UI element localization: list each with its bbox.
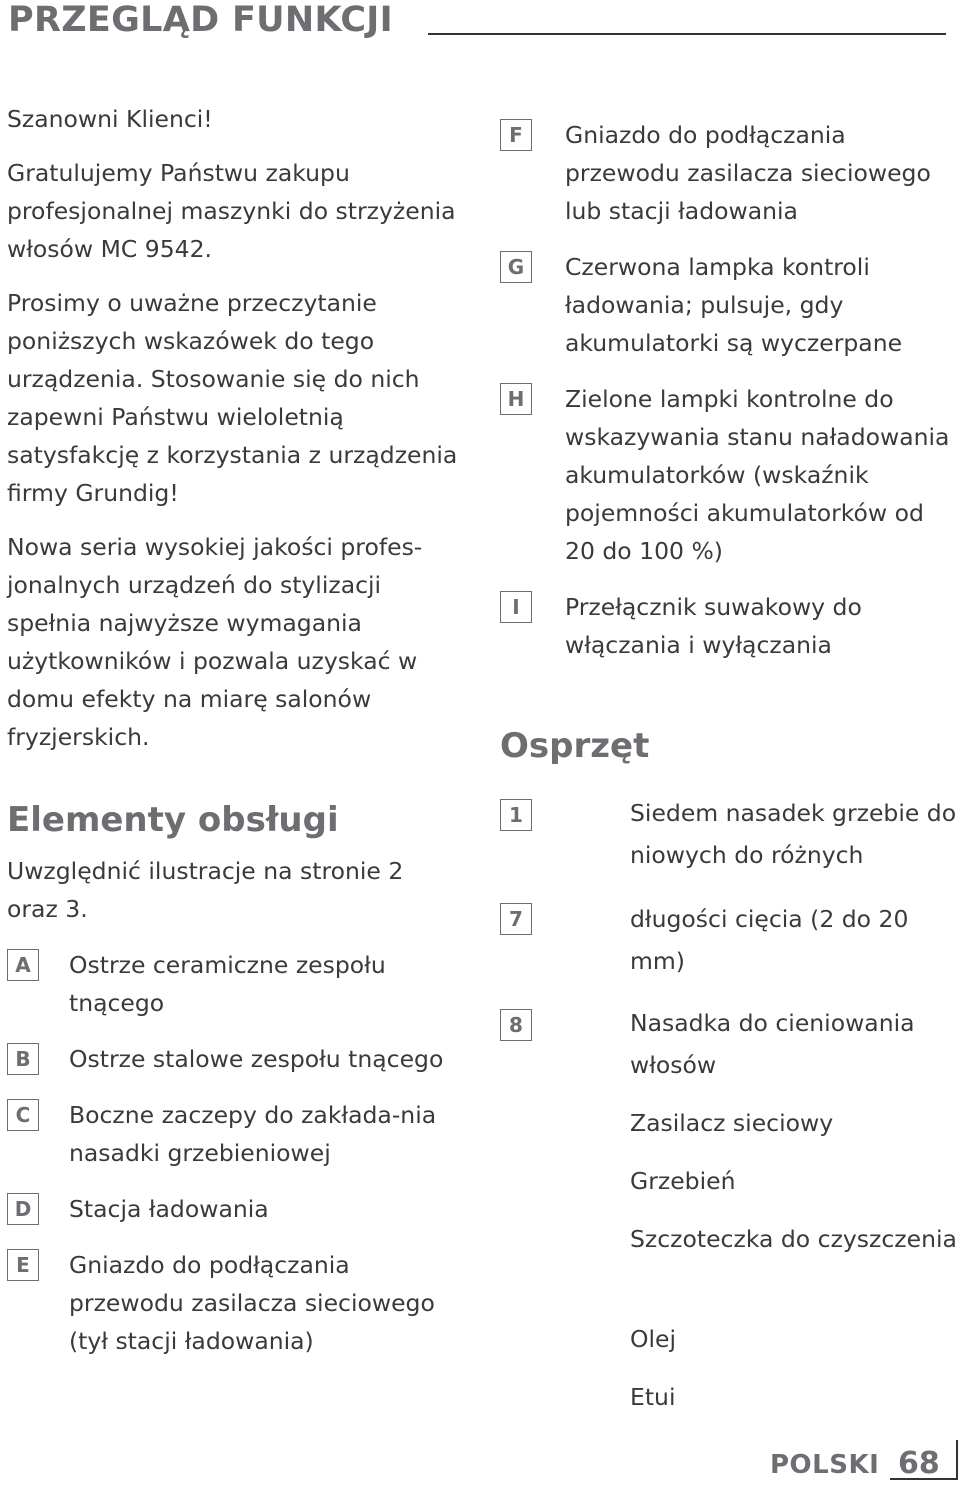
controls-list-left: [7, 946, 477, 1360]
control-item-h: [500, 380, 960, 570]
footer-language: POLSKI: [770, 1450, 880, 1480]
control-item-d: [7, 1190, 477, 1228]
control-text: Ostrze ceramiczne zespołu tnącego: [69, 951, 386, 1017]
key-label: F: [500, 119, 532, 151]
controls-list-right: [500, 116, 960, 682]
controls-note: Uwzględnić ilustracje na stronie 2 oraz 3.: [7, 857, 404, 923]
footer-rule-vertical: [956, 1440, 958, 1480]
accessory-text: Zasilacz sieciowy: [630, 1109, 834, 1137]
key-label: 7: [500, 903, 532, 935]
accessory-text: długości cięcia (2 do 20 mm): [630, 905, 909, 975]
key-label: 1: [500, 799, 532, 831]
control-text: Przełącznik suwakowy do włączania i wyłączania: [565, 593, 862, 659]
accessory-text: Nasadka do cieniowania włosów: [630, 1009, 915, 1079]
accessory-text: Szczoteczka do czyszczenia: [630, 1225, 957, 1253]
accessory-text: Etui: [630, 1383, 676, 1411]
key-label: E: [7, 1249, 39, 1281]
page-title: PRZEGLĄD FUNKCJI: [8, 0, 393, 40]
key-label: H: [500, 383, 532, 415]
footer-rule: [890, 1478, 958, 1480]
control-item-e: [7, 1246, 477, 1360]
control-item-i: [500, 588, 960, 664]
control-text: Czerwona lampka kontroli ładowania; pulsuje, gdy akumulatorki są wyczerpane: [565, 253, 903, 357]
left-column: [7, 100, 477, 1378]
page-header: [8, 0, 946, 40]
control-text: Stacja ładowania: [69, 1195, 269, 1223]
accessories-heading: Osprzęt: [500, 726, 650, 766]
control-item-g: [500, 248, 960, 362]
page-number: 68: [898, 1446, 940, 1481]
control-text: Ostrze stalowe zespołu tnącego: [69, 1045, 444, 1073]
intro-paragraph-1: Gratulujemy Państwu zakupu profesjonalnej maszynki do strzyżenia włosów MC 9542.: [7, 159, 456, 263]
intro-paragraph-3: Nowa seria wysokiej jakości profes-jonalnych urządzeń do stylizacji spełnia najwyższe wymagania użytkowników i pozwala uzyskać w domu efekty na miarę salonów fryzjerskich.: [7, 533, 423, 751]
greeting: Szanowni Klienci!: [7, 105, 213, 133]
control-text: Zielone lampki kontrolne do wskazywania stanu naładowania akumulatorków (wskaźnik pojemności akumulatorków od 20 do 100 %): [565, 385, 950, 565]
control-item-c: [7, 1096, 477, 1172]
key-label: 8: [500, 1009, 532, 1041]
key-label: B: [7, 1043, 39, 1075]
intro-paragraph-2: Prosimy o uważne przeczytanie poniższych wskazówek do tego urządzenia. Stosowanie się do nich zapewni Państwu wieloletnią satysfakcję z korzystania z urządzenia firmy Grundig!: [7, 289, 458, 507]
key-label: I: [500, 591, 532, 623]
page-footer: [770, 1440, 960, 1488]
key-label: G: [500, 251, 532, 283]
control-text: Gniazdo do podłączania przewodu zasilacza sieciowego lub stacji ładowania: [565, 121, 931, 225]
controls-heading: Elementy obsługi: [7, 800, 339, 840]
key-label: A: [7, 949, 39, 981]
header-rule: [428, 33, 946, 35]
key-label: D: [7, 1193, 39, 1225]
control-item-f: [500, 116, 960, 230]
accessory-text: Siedem nasadek grzebie do niowych do różnych: [630, 799, 957, 869]
accessory-text: Olej: [630, 1325, 677, 1353]
accessory-text: Grzebień: [630, 1167, 736, 1195]
control-text: Boczne zaczepy do zakłada-nia nasadki grzebieniowej: [69, 1101, 437, 1167]
control-item-b: [7, 1040, 477, 1078]
control-text: Gniazdo do podłączania przewodu zasilacza sieciowego (tył stacji ładowania): [69, 1251, 435, 1355]
control-item-a: [7, 946, 477, 1022]
key-label: C: [7, 1099, 39, 1131]
